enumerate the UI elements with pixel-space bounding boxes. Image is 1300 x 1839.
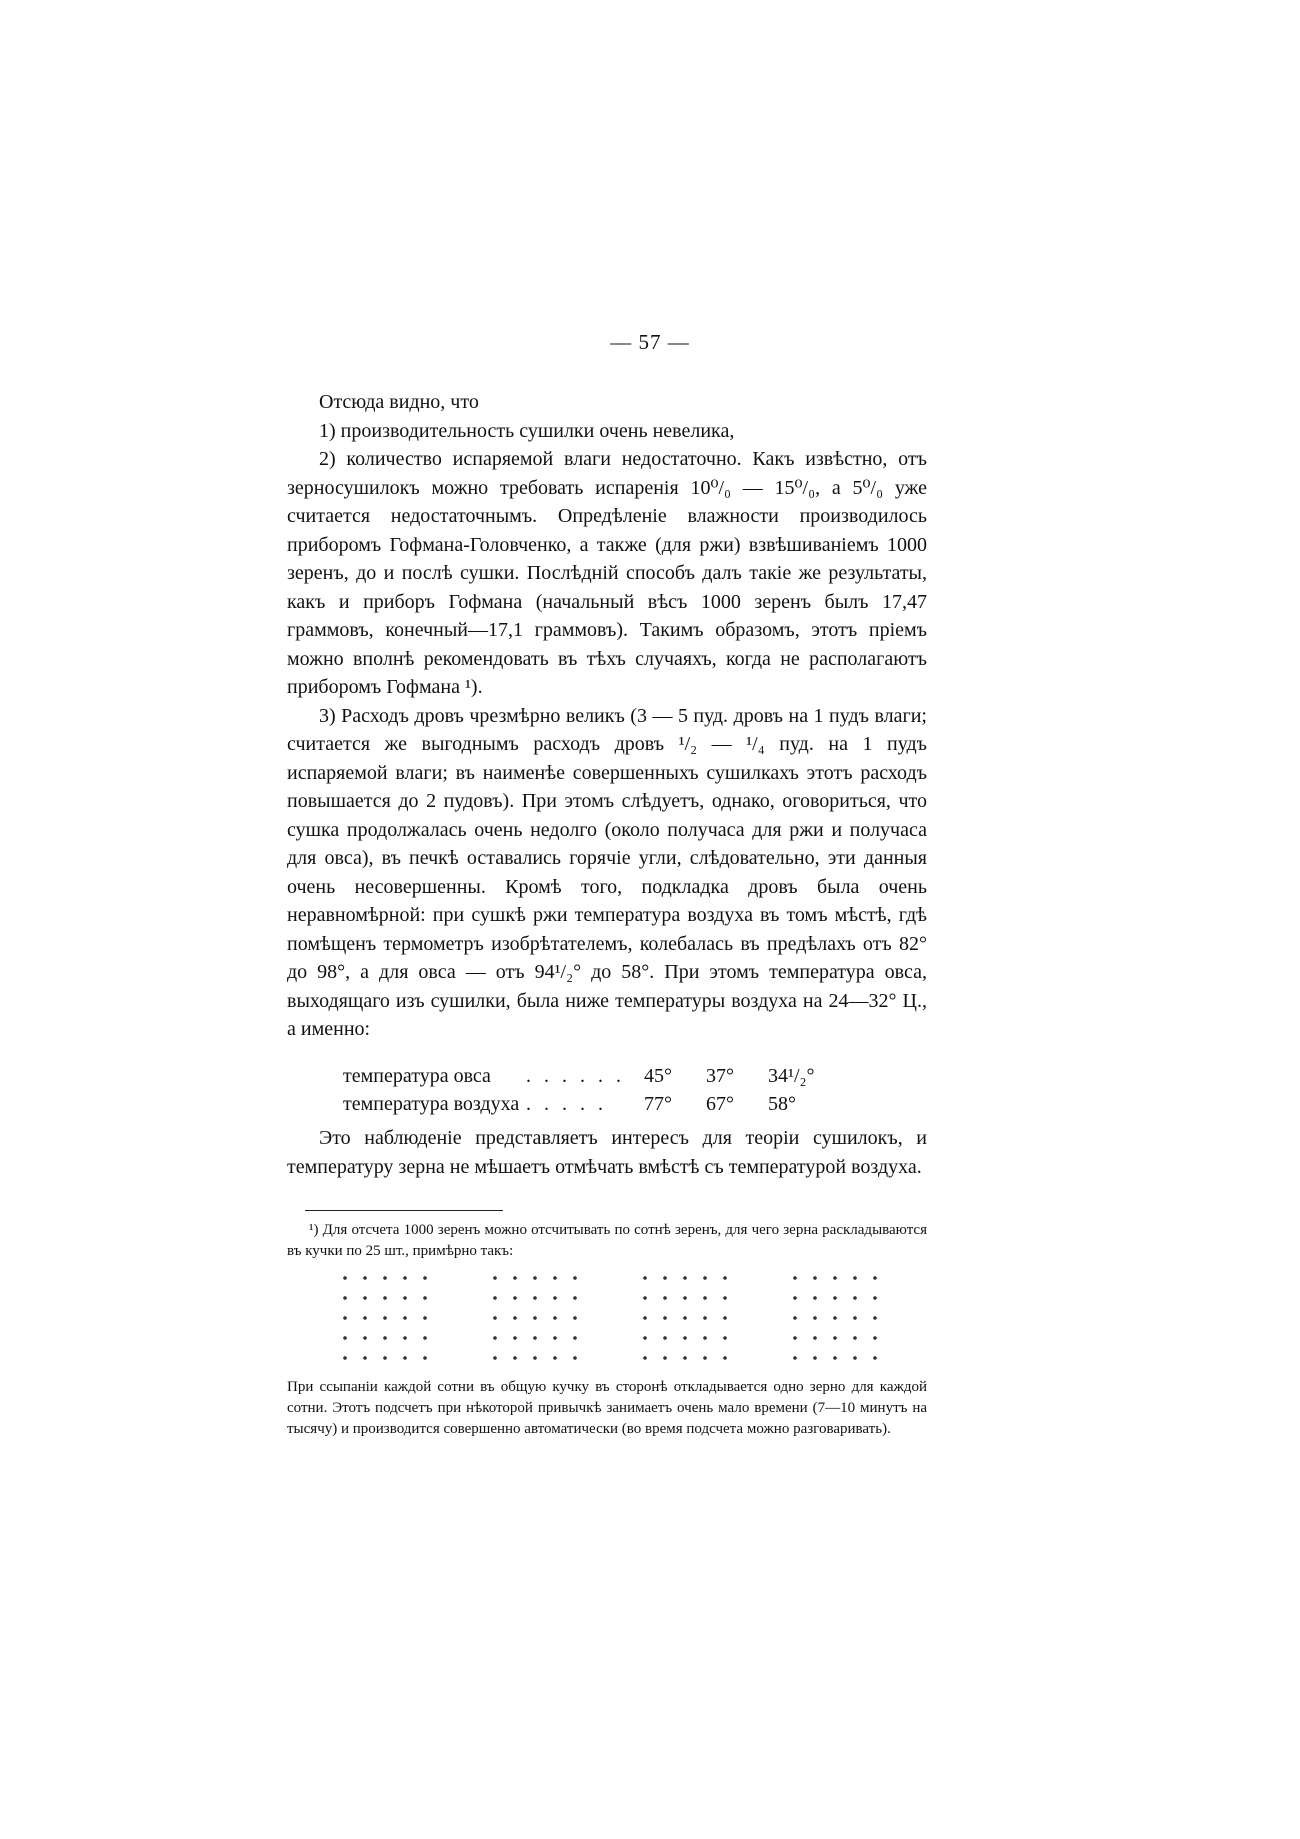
footnote-rule: [305, 1210, 503, 1211]
footnote: [287, 1220, 927, 1262]
footnote-text: ¹) Для отсчета 1000 зеренъ можно отсчитывать по сотнѣ зеренъ, для чего зерна раскладываются въ кучки по 25 шт., примѣрно такъ:: [287, 1222, 927, 1259]
table-cell: 58°: [768, 1093, 796, 1115]
row-label: температура воздуха: [343, 1093, 520, 1115]
table-cell: 67°: [706, 1093, 734, 1115]
leader-dots: . . . . .: [526, 1093, 607, 1115]
grain-group: [785, 1268, 885, 1368]
leader-dots: . . . . . .: [526, 1065, 625, 1087]
table-row: [343, 1090, 830, 1118]
paragraph-conclusion: Это наблюденіе представляетъ интересъ для теоріи сушилокъ, и температуру зерна не мѣшаетъ отмѣчать вмѣстѣ съ температурой воздуха.: [287, 1127, 927, 1178]
table-cell: 77°: [644, 1093, 672, 1115]
grain-group: [485, 1268, 585, 1368]
grain-group: [335, 1268, 435, 1368]
grain-dot-illustration: [335, 1268, 895, 1368]
table-cell: 34¹/₂°: [768, 1065, 815, 1087]
page-number: — 57 —: [610, 330, 690, 354]
paragraph-item-1: 1) производительность сушилки очень невелика,: [319, 419, 735, 442]
footnote-continuation: [287, 1377, 927, 1440]
row-label: температура овса: [343, 1065, 491, 1087]
table-cell: 45°: [644, 1065, 672, 1087]
table-row: [343, 1062, 830, 1090]
footnote-text: При ссыпаніи каждой сотни въ общую кучку въ сторонѣ откладывается одно зерно для каждой сотни. Этотъ подсчетъ при нѣкоторой привычкѣ занимаетъ очень мало времени (7—10 минутъ на тысячу) и производится совершенно автоматически (во время подсчета можно разговаривать).: [287, 1379, 927, 1437]
grain-group: [635, 1268, 735, 1368]
paragraph-item-2: 2) количество испаряемой влаги недостаточно. Какъ извѣстно, отъ зерносушилокъ можно требовать испаренія 10⁰/₀ — 15⁰/₀, а 5⁰/₀ уже считается недостаточнымъ. Опредѣленіе влажности производилось приборомъ Гофмана-Головченко, а также (для ржи) взвѣшиваніемъ 1000 зеренъ, до и послѣ сушки. Послѣдній способъ далъ такіе же результаты, какъ и приборъ Гофмана (начальный вѣсъ 1000 зеренъ былъ 17,47 граммовъ, конечный—17,1 граммовъ). Такимъ образомъ, этотъ пріемъ можно вполнѣ рекомендовать въ тѣхъ случаяхъ, когда не располагаютъ приборомъ Гофмана ¹).: [287, 448, 927, 698]
table-cell: 37°: [706, 1065, 734, 1087]
temperature-table: [343, 1062, 830, 1118]
paragraph-item-3: 3) Расходъ дровъ чрезмѣрно великъ (3 — 5 пуд. дровъ на 1 пудъ влаги; считается же выгоднымъ расходъ дровъ ¹/₂ — ¹/₄ пуд. на 1 пудъ испаряемой влаги; въ наименѣе совершенныхъ сушилкахъ этотъ расходъ повышается до 2 пудовъ). При этомъ слѣдуетъ, однако, оговориться, что сушка продолжалась очень недолго (около получаса для ржи и получаса для овса), въ печкѣ оставались горячіе угли, слѣдовательно, эти данныя очень несовершенны. Кромѣ того, подкладка дровъ была очень неравномѣрной: при сушкѣ ржи температура воздуха въ томъ мѣстѣ, гдѣ помѣщенъ термометръ изобрѣтателемъ, колебалась въ предѣлахъ отъ 82° до 98°, а для овса — отъ 94¹/₂° до 58°. При этомъ температура овса, выходящаго изъ сушилки, была ниже температуры воздуха на 24—32° Ц., а именно:: [287, 704, 927, 1040]
main-text: [287, 388, 927, 1044]
paragraph-intro: Отсюда видно, что: [319, 391, 479, 413]
conclusion-text: [287, 1124, 927, 1181]
